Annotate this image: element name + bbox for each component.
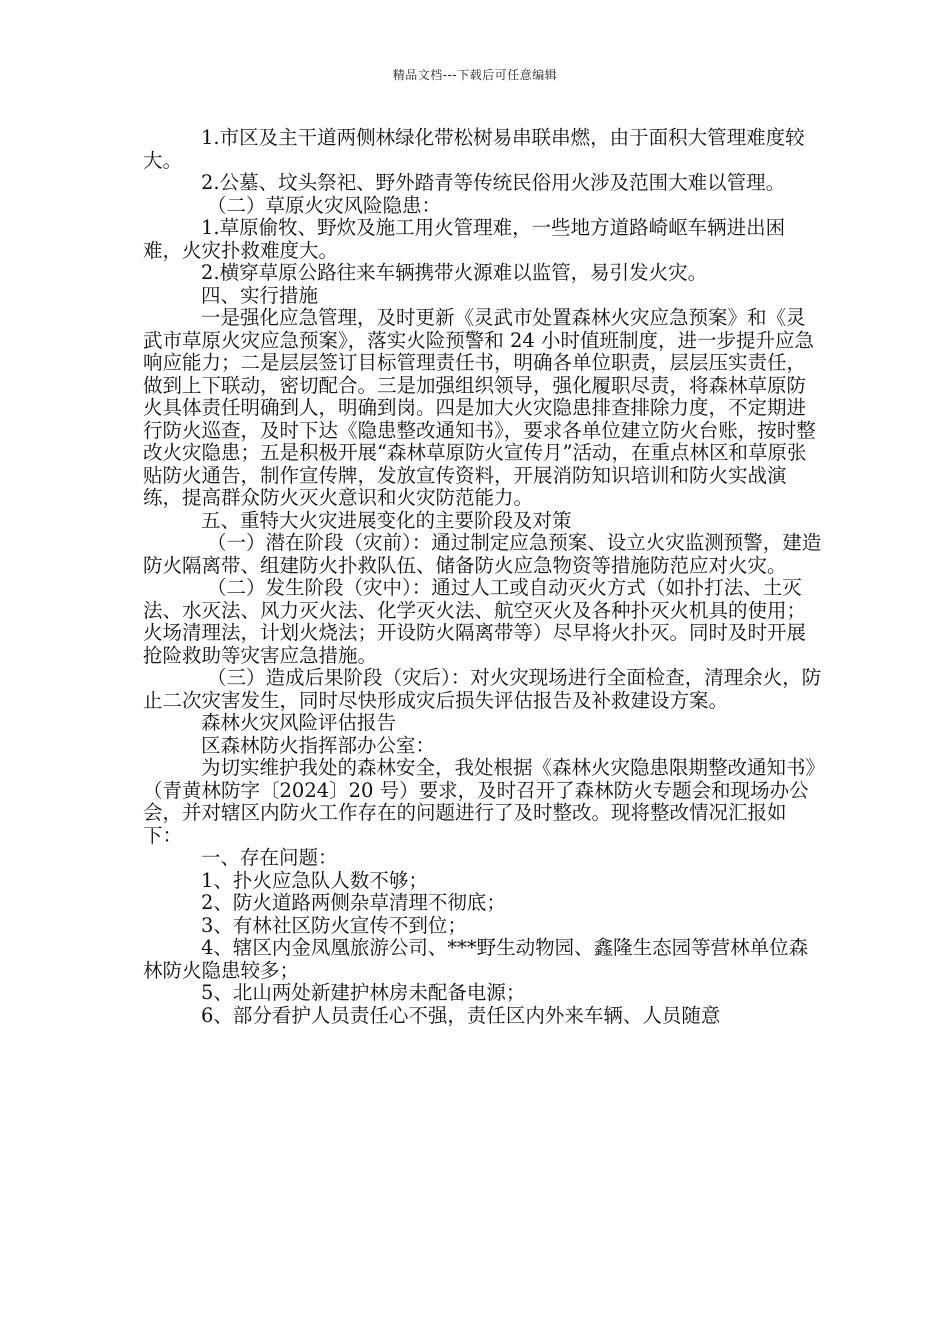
list-item-problem-3: 3、有林社区防火宣传不到位；: [201, 913, 467, 937]
report-addressee: 区森林防火指挥部办公室：: [201, 733, 436, 757]
paragraph-folk-fire-use-risk: 2.公墓、坟头祭祀、野外踏青等传统民俗用火涉及范围大难以管理。: [201, 171, 786, 194]
report-title: 森林火灾风险评估报告: [201, 711, 397, 734]
section-heading-grassland-risk: （二）草原火灾风险隐患：: [207, 193, 442, 217]
paragraph-report-intro: 为切实维护我处的森林安全，我处根据《森林火灾隐患限期整改通知书》（青黄林防字〔2024〕20 号）要求，及时召开了森林防火专题会和现场办公会，并对辖区内防火工作存在的问题进行了及时整改。现将整改情况汇报如下：: [143, 756, 816, 847]
list-item-problem-6: 6、部分看护人员责任心不强，责任区内外来车辆、人员随意: [201, 1003, 721, 1027]
paragraph-measures: 一是强化应急管理，及时更新《灵武市处置森林火灾应急预案》和《灵武市草原火灾应急预案》，落实火险预警和 24 小时值班制度，进一步提升应急响应能力；二是层层签订目标管理责任书，明确各单位职责，层层压实责任，做到上下联动，密切配合。三是加强组织领导，强化履职尽责，将森林草原防火具体责任明确到人，明确到岗。四是加大火灾隐患排查排除力度，不定期进行防火巡查，及时下达《隐患整改通知书》，要求各单位建立防火台账，按时整改火灾隐患；五是积极开展“森林草原防火宣传月”活动，在重点林区和草原张贴防火通告，制作宣传牌，发放宣传资料，开展消防知识培训和防火实战演练，提高群众防火灭火意识和火灾防范能力。: [143, 306, 816, 509]
paragraph-stage-consequence: （三）造成后果阶段（灾后）：对火灾现场进行全面检查，清理余火，防止二次灾害发生，同时尽快形成灾后损失评估报告及补救建设方案。: [143, 666, 822, 712]
paragraph-highway-vehicle-risk: 2.横穿草原公路往来车辆携带火源难以监管，易引发火灾。: [201, 261, 708, 284]
section-heading-problems: 一、存在问题：: [201, 846, 338, 869]
list-item-problem-4: 4、辖区内金凤凰旅游公司、***野生动物园、鑫隆生态园等营林单位森林防火隐患较多；: [143, 936, 809, 982]
paragraph-urban-green-belt-risk: 1.市区及主干道两侧林绿化带松树易串联串燃，由于面积大管理难度较大。: [143, 126, 805, 172]
paragraph-stage-latent: （一）潜在阶段（灾前）：通过制定应急预案、设立火灾监测预警，建造防火隔离带、组建防火扑救队伍、储备防火应急物资等措施防范应对火灾。: [143, 531, 822, 577]
paragraph-grassland-grazing-risk: 1.草原偷牧、野炊及施工用火管理难，一些地方道路崎岖车辆进出困难，火灾扑救难度大。: [143, 216, 786, 262]
section-heading-major-fire-stages: 五、重特大火灾进展变化的主要阶段及对策: [201, 508, 572, 532]
list-item-problem-5: 5、北山两处新建护林房未配备电源；: [201, 981, 526, 1004]
list-item-problem-1: 1、扑火应急队人数不够；: [201, 868, 428, 892]
paragraph-stage-occurrence: （二）发生阶段（灾中）：通过人工或自动灭火方式（如扑打法、土灭法、水灭法、风力灭火法、化学灭火法、航空灭火及各种扑灭火机具的使用；火场清理法，计划火烧法；开设防火隔离带等）尽早将火扑灭。同时及时开展抢险救助等灾害应急措施。: [143, 576, 807, 667]
document-body: [143, 127, 823, 1027]
page-header: 精品文档---下载后可任意编辑: [392, 68, 558, 82]
section-heading-measures: 四、实行措施: [201, 283, 319, 307]
list-item-problem-2: 2、防火道路两侧杂草清理不彻底；: [201, 891, 506, 914]
